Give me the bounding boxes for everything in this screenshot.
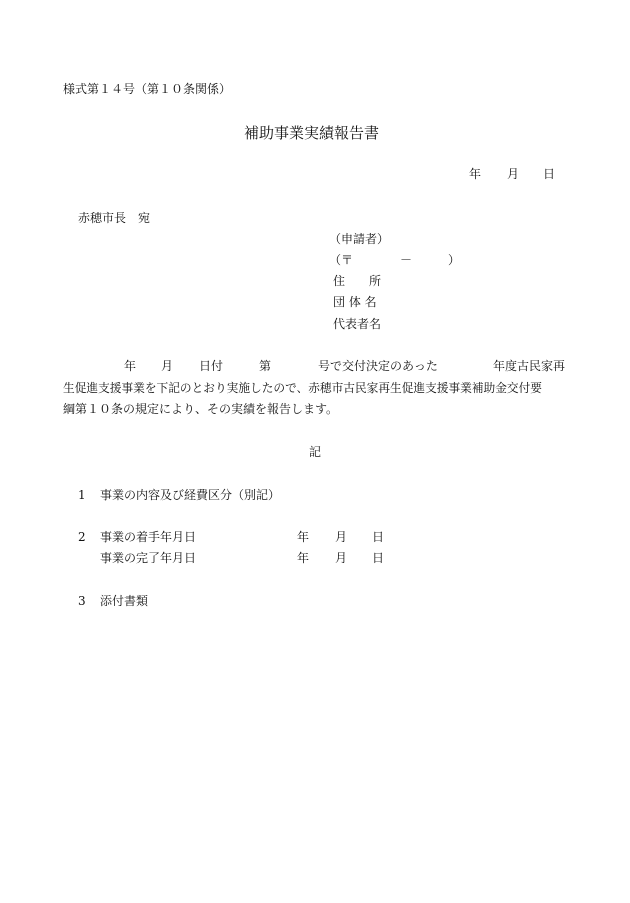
item-year: 年 [297,551,310,565]
item-day: 日 [372,530,385,544]
body-tail: 年度古民家再 [493,359,566,373]
document-title: 補助事業実績報告書 [244,124,380,142]
body-line-3: 綱第１０条の規定により、その実績を報告します。 [63,402,339,416]
postal-open: （〒 [329,253,354,267]
org-name-label: 団 体 名 [333,295,377,309]
date-month: 月 [507,167,520,181]
item-number: 2 [78,530,86,544]
item-year: 年 [297,530,310,544]
item-number: 1 [78,488,86,502]
postal-dash: － [400,253,413,267]
representative-label: 代表者名 [333,317,382,331]
addressee: 赤穂市長 宛 [78,211,151,225]
body-year: 年 [124,359,137,373]
item-number: 3 [78,594,86,608]
body-line-2: 生促進支援事業を下記のとおり実施したので、赤穂市古民家再生促進支援事業補助金交付要 [63,381,542,395]
ki-heading: 記 [309,445,322,459]
postal-close: ） [448,253,461,267]
address-label: 住 所 [333,274,382,288]
form-number: 様式第１４号（第１０条関係） [63,82,232,96]
item-day: 日 [372,551,385,565]
item-label: 事業の完了年月日 [100,551,197,565]
date-year: 年 [469,167,482,181]
item-label: 添付書類 [100,594,149,608]
item-label: 事業の内容及び経費区分（別記） [100,488,281,502]
item-month: 月 [335,551,348,565]
item-label: 事業の着手年月日 [100,530,197,544]
body-go: 号で交付決定のあった [318,359,438,373]
applicant-heading: （申請者） [329,232,390,246]
body-dai: 第 [259,359,272,373]
item-month: 月 [335,530,348,544]
body-month: 月 [161,359,174,373]
body-day: 日付 [199,359,224,373]
date-day: 日 [543,167,556,181]
